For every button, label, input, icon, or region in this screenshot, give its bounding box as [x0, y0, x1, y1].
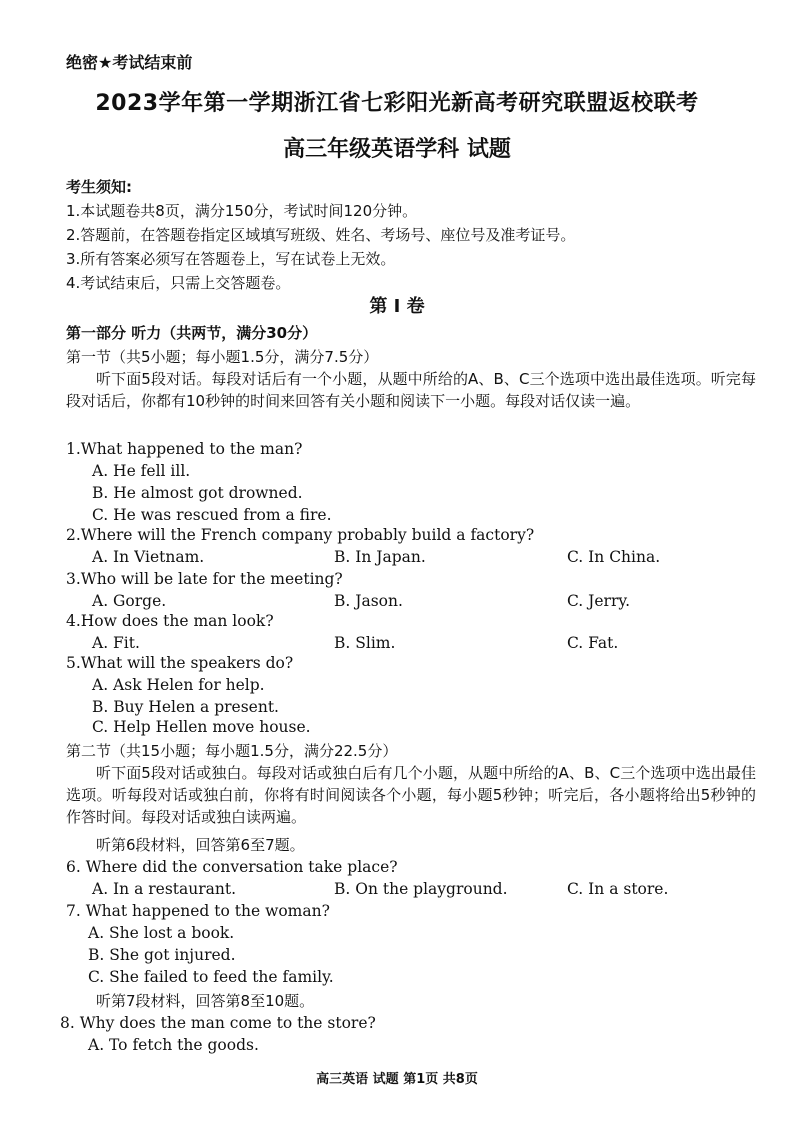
- q2-option-b: B. In Japan.: [334, 548, 426, 566]
- notice-item-1: 1.本试题卷共8页，满分150分，考试时间120分钟。: [66, 202, 418, 220]
- notice-item-3: 3.所有答案必须写在答题卷上，写在试卷上无效。: [66, 250, 396, 268]
- exam-title: 2023学年第一学期浙江省七彩阳光新高考研究联盟返校联考: [95, 91, 699, 116]
- notice-heading: 考生须知:: [66, 178, 132, 196]
- q6-option-a: A. In a restaurant.: [92, 880, 237, 898]
- volume-heading: 第 I 卷: [369, 296, 425, 317]
- q4-stem: 4.How does the man look?: [66, 612, 274, 630]
- q3-option-b: B. Jason.: [334, 592, 403, 610]
- section1-instructions: 听下面5段对话。每段对话后有一个小题，从题中所给的A、B、C三个选项中选出最佳选项。听完每段对话后，你都有10秒钟的时间来回答有关小题和阅读下一小题。每段对话仅读一遍。: [66, 370, 756, 410]
- q2-option-c: C. In China.: [567, 548, 661, 566]
- page-footer: 高三英语 试题 第1页 共8页: [316, 1072, 478, 1087]
- q3-option-c: C. Jerry.: [567, 592, 630, 610]
- q5-option-c: C. Help Hellen move house.: [92, 718, 311, 736]
- q5-stem: 5.What will the speakers do?: [66, 654, 294, 672]
- q5-option-b: B. Buy Helen a present.: [92, 698, 279, 716]
- q4-option-c: C. Fat.: [567, 634, 619, 652]
- q7-option-a: A. She lost a book.: [88, 924, 235, 942]
- notice-item-2: 2.答题前，在答题卷指定区域填写班级、姓名、考场号、座位号及准考证号。: [66, 226, 576, 244]
- material6-note: 听第6段材料，回答第6至7题。: [96, 836, 305, 854]
- q6-option-c: C. In a store.: [567, 880, 669, 898]
- q7-stem: 7. What happened to the woman?: [66, 902, 330, 920]
- q6-option-b: B. On the playground.: [334, 880, 508, 898]
- q1-option-b: B. He almost got drowned.: [92, 484, 303, 502]
- q6-stem: 6. Where did the conversation take place?: [66, 858, 398, 876]
- q7-option-b: B. She got injured.: [88, 946, 236, 964]
- q1-stem: 1.What happened to the man?: [66, 440, 303, 458]
- q3-option-a: A. Gorge.: [92, 592, 167, 610]
- section1-heading: 第一节（共5小题；每小题1.5分，满分7.5分）: [66, 348, 379, 366]
- q1-option-a: A. He fell ill.: [92, 462, 191, 480]
- q8-option-a: A. To fetch the goods.: [88, 1036, 259, 1054]
- part1-heading: 第一部分 听力（共两节，满分30分）: [66, 324, 318, 342]
- q5-option-a: A. Ask Helen for help.: [92, 676, 265, 694]
- q4-option-b: B. Slim.: [334, 634, 396, 652]
- section2-instructions: 听下面5段对话或独白。每段对话或独白后有几个小题，从题中所给的A、B、C三个选项中选出最佳选项。听每段对话或独白前，你将有时间阅读各个小题，每小题5秒钟；听完后，各小题将给出5秒钟的作答时间。每段对话或独白读两遍。: [66, 764, 756, 826]
- material7-note: 听第7段材料，回答第8至10题。: [96, 992, 315, 1010]
- q1-option-c: C. He was rescued from a fire.: [92, 506, 332, 524]
- q4-option-a: A. Fit.: [92, 634, 140, 652]
- section2-heading: 第二节（共15小题；每小题1.5分，满分22.5分）: [66, 742, 398, 760]
- q7-option-c: C. She failed to feed the family.: [88, 968, 334, 986]
- q8-stem: 8. Why does the man come to the store?: [60, 1014, 376, 1032]
- q3-stem: 3.Who will be late for the meeting?: [66, 570, 343, 588]
- notice-item-4: 4.考试结束后，只需上交答题卷。: [66, 274, 291, 292]
- confidential-mark: 绝密★考试结束前: [66, 53, 193, 72]
- exam-subtitle: 高三年级英语学科 试题: [283, 137, 511, 162]
- q2-stem: 2.Where will the French company probably build a factory?: [66, 526, 535, 544]
- q2-option-a: A. In Vietnam.: [92, 548, 205, 566]
